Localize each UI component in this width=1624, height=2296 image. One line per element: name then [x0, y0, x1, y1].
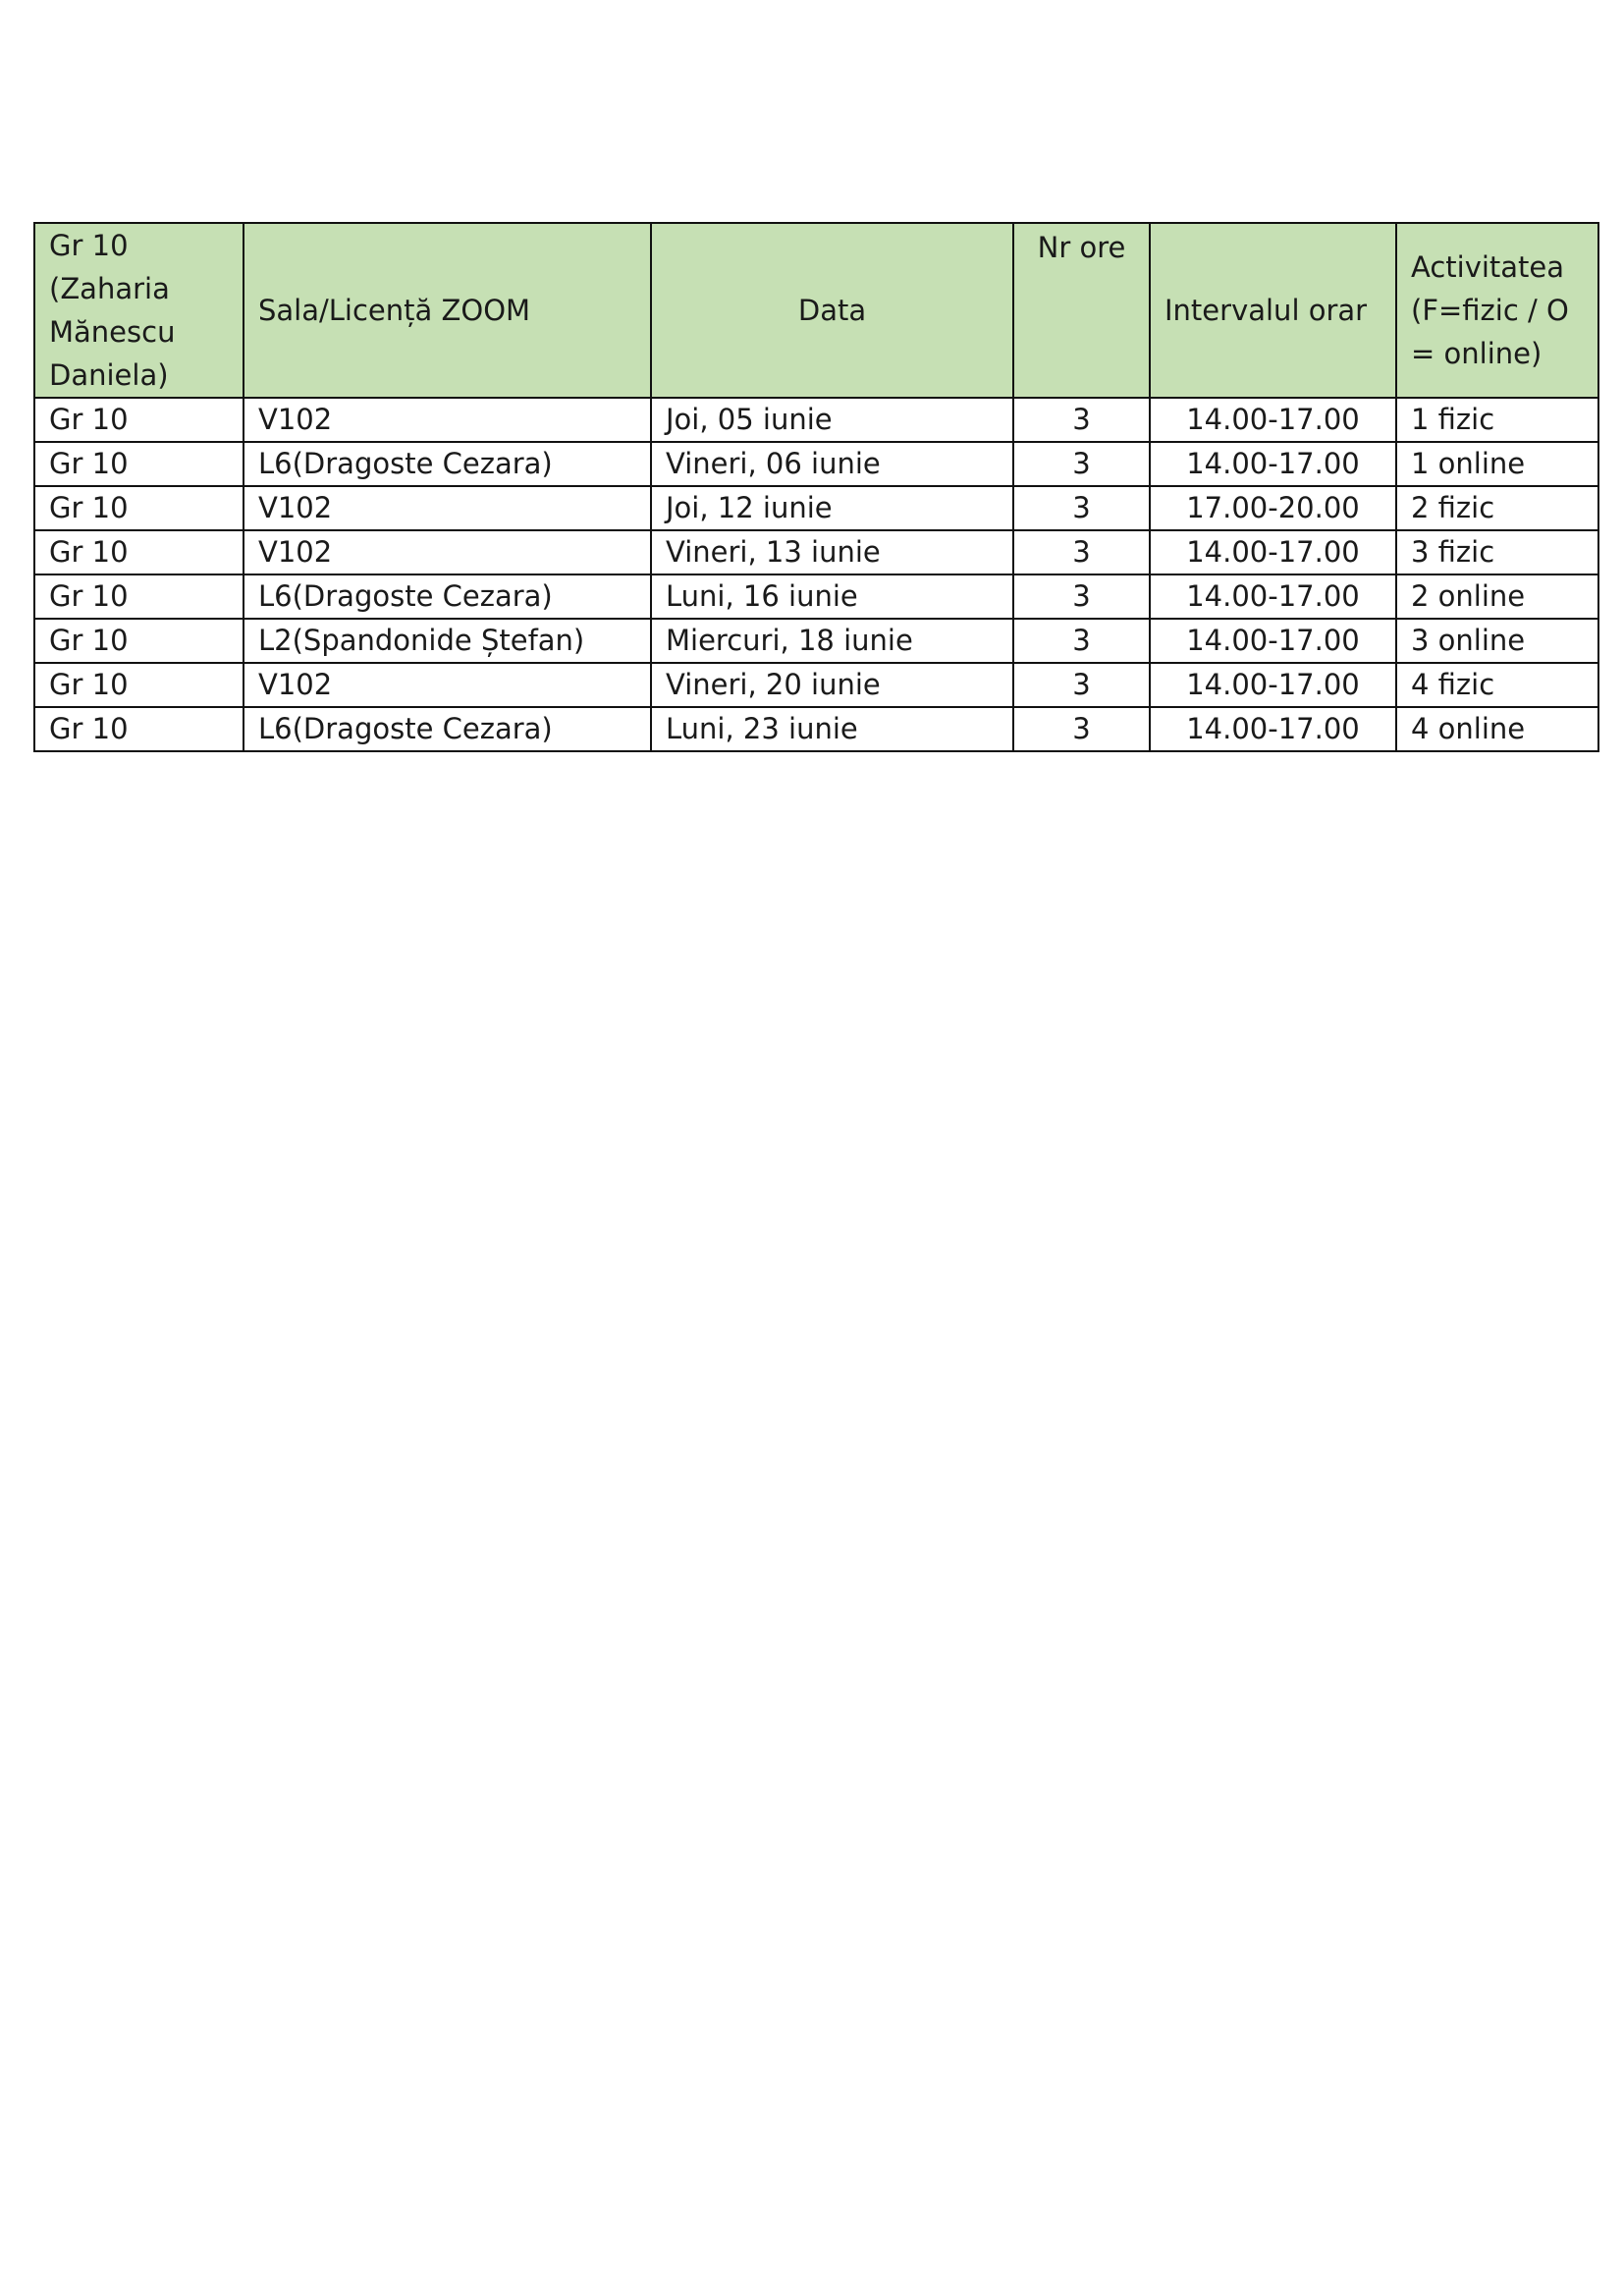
header-hours: Nr ore: [1013, 223, 1150, 398]
cell-interval: 14.00-17.00: [1150, 398, 1396, 442]
cell-group: Gr 10: [34, 442, 244, 486]
cell-date: Miercuri, 18 iunie: [651, 619, 1013, 663]
cell-activity: 4 fizic: [1396, 663, 1598, 707]
table-row: [34, 707, 1598, 751]
cell-interval: 14.00-17.00: [1150, 619, 1396, 663]
header-group: Gr 10 (Zaharia Mănescu Daniela): [34, 223, 244, 398]
cell-activity: 4 online: [1396, 707, 1598, 751]
cell-hours: 3: [1013, 707, 1150, 751]
cell-date: Joi, 05 iunie: [651, 398, 1013, 442]
cell-activity: 3 online: [1396, 619, 1598, 663]
cell-date: Joi, 12 iunie: [651, 486, 1013, 530]
table-row: [34, 619, 1598, 663]
cell-interval: 17.00-20.00: [1150, 486, 1396, 530]
cell-group: Gr 10: [34, 398, 244, 442]
cell-group: Gr 10: [34, 574, 244, 619]
cell-hours: 3: [1013, 530, 1150, 574]
cell-group: Gr 10: [34, 663, 244, 707]
cell-date: Luni, 16 iunie: [651, 574, 1013, 619]
cell-group: Gr 10: [34, 619, 244, 663]
cell-group: Gr 10: [34, 530, 244, 574]
cell-interval: 14.00-17.00: [1150, 530, 1396, 574]
cell-group: Gr 10: [34, 707, 244, 751]
cell-date: Vineri, 06 iunie: [651, 442, 1013, 486]
table-row: [34, 486, 1598, 530]
cell-date: Luni, 23 iunie: [651, 707, 1013, 751]
cell-activity: 2 online: [1396, 574, 1598, 619]
cell-hours: 3: [1013, 442, 1150, 486]
table-row: [34, 442, 1598, 486]
cell-hours: 3: [1013, 486, 1150, 530]
cell-hours: 3: [1013, 398, 1150, 442]
cell-activity: 2 fizic: [1396, 486, 1598, 530]
cell-room: L6(Dragoste Cezara): [244, 442, 651, 486]
cell-room: V102: [244, 663, 651, 707]
cell-room: L6(Dragoste Cezara): [244, 574, 651, 619]
cell-room: V102: [244, 398, 651, 442]
table-row: [34, 663, 1598, 707]
cell-hours: 3: [1013, 663, 1150, 707]
header-activity: Activitatea (F=fizic / O = online): [1396, 223, 1598, 398]
cell-group: Gr 10: [34, 486, 244, 530]
cell-room: V102: [244, 530, 651, 574]
cell-room: L2(Spandonide Ștefan): [244, 619, 651, 663]
table-row: [34, 530, 1598, 574]
cell-activity: 3 fizic: [1396, 530, 1598, 574]
cell-interval: 14.00-17.00: [1150, 574, 1396, 619]
header-date: Data: [651, 223, 1013, 398]
cell-date: Vineri, 13 iunie: [651, 530, 1013, 574]
cell-date: Vineri, 20 iunie: [651, 663, 1013, 707]
table-row: [34, 574, 1598, 619]
table-row: [34, 398, 1598, 442]
cell-interval: 14.00-17.00: [1150, 442, 1396, 486]
header-interval: Intervalul orar: [1150, 223, 1396, 398]
cell-interval: 14.00-17.00: [1150, 707, 1396, 751]
table-header-row: [34, 223, 1598, 398]
cell-activity: 1 fizic: [1396, 398, 1598, 442]
schedule-table: [33, 222, 1599, 752]
cell-hours: 3: [1013, 619, 1150, 663]
cell-activity: 1 online: [1396, 442, 1598, 486]
cell-room: V102: [244, 486, 651, 530]
header-room: Sala/Licență ZOOM: [244, 223, 651, 398]
cell-room: L6(Dragoste Cezara): [244, 707, 651, 751]
cell-interval: 14.00-17.00: [1150, 663, 1396, 707]
cell-hours: 3: [1013, 574, 1150, 619]
